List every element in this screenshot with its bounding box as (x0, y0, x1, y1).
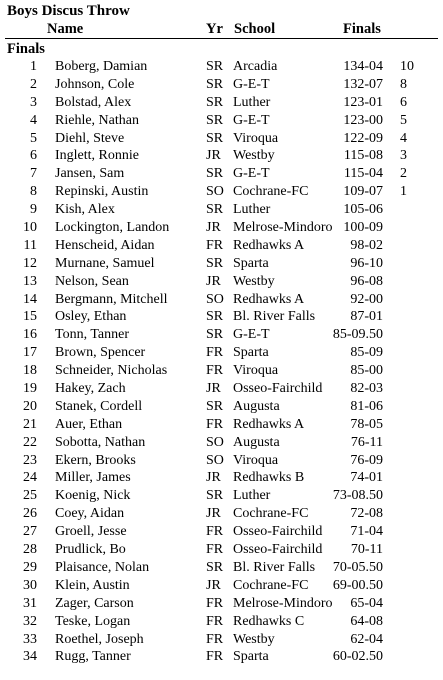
athlete-name: Stanek, Cordell (55, 398, 143, 414)
athlete-school: Westby (233, 631, 275, 647)
result-mark: 70-11 (350, 542, 383, 558)
result-row (0, 398, 443, 416)
athlete-name: Klein, Austin (55, 577, 130, 593)
result-place: 26 (23, 506, 37, 522)
athlete-school: Redhawks A (233, 237, 305, 253)
athlete-name: Johnson, Cole (55, 76, 135, 92)
result-row (0, 595, 443, 613)
athlete-year: JR (206, 577, 221, 593)
result-mark: 92-00 (350, 291, 383, 307)
result-place: 23 (23, 452, 37, 468)
result-place: 20 (23, 398, 37, 414)
result-mark: 109-07 (343, 184, 383, 200)
result-place: 17 (23, 345, 37, 361)
athlete-school: Luther (233, 94, 271, 110)
athlete-name: Zager, Carson (55, 595, 134, 611)
athlete-name: Schneider, Nicholas (55, 363, 168, 379)
athlete-school: Bl. River Falls (233, 309, 316, 325)
athlete-school: Redhawks C (233, 613, 305, 629)
result-points: 3 (400, 148, 407, 164)
result-mark: 96-10 (350, 255, 383, 271)
athlete-name: Brown, Spencer (55, 345, 146, 361)
athlete-year: FR (206, 595, 224, 611)
result-place: 15 (23, 309, 37, 325)
athlete-name: Rugg, Tanner (55, 649, 131, 665)
athlete-school: Augusta (233, 434, 280, 450)
result-mark: 81-06 (350, 398, 383, 414)
result-mark: 72-08 (350, 506, 383, 522)
result-row (0, 165, 443, 183)
result-row (0, 416, 443, 434)
result-row (0, 308, 443, 326)
athlete-school: G-E-T (233, 76, 270, 92)
athlete-school: Cochrane-FC (233, 184, 309, 200)
result-place: 5 (30, 130, 37, 146)
result-row (0, 380, 443, 398)
athlete-year: JR (206, 273, 221, 289)
column-header-school: School (234, 21, 276, 37)
result-mark: 132-07 (343, 76, 383, 92)
athlete-year: SR (206, 327, 224, 343)
result-mark: 64-08 (350, 613, 383, 629)
result-mark: 122-09 (343, 130, 383, 146)
athlete-school: Viroqua (233, 363, 279, 379)
athlete-school: Bl. River Falls (233, 559, 316, 575)
result-mark: 60-02.50 (332, 649, 383, 665)
result-mark: 76-11 (350, 434, 383, 450)
athlete-name: Hakey, Zach (55, 381, 126, 397)
result-place: 27 (23, 524, 37, 540)
result-mark: 62-04 (350, 631, 383, 647)
athlete-year: FR (206, 542, 224, 558)
result-mark: 96-08 (350, 273, 383, 289)
result-place: 11 (23, 237, 37, 253)
athlete-year: SO (206, 184, 224, 200)
result-row (0, 523, 443, 541)
athlete-year: SR (206, 76, 224, 92)
result-mark: 85-00 (350, 363, 383, 379)
athlete-school: Luther (233, 488, 271, 504)
result-mark: 78-05 (350, 416, 383, 432)
result-place: 2 (30, 76, 37, 92)
result-points: 10 (400, 59, 414, 74)
athlete-school: Melrose-Mindoro (233, 595, 333, 611)
result-row (0, 273, 443, 291)
result-row (0, 201, 443, 219)
result-mark: 105-06 (343, 202, 383, 218)
result-row (0, 469, 443, 487)
athlete-name: Bolstad, Alex (55, 94, 132, 110)
result-mark: 98-02 (350, 237, 383, 253)
result-row (0, 487, 443, 505)
athlete-name: Repinski, Austin (55, 184, 149, 200)
athlete-school: Sparta (233, 649, 269, 665)
athlete-year: JR (206, 506, 221, 522)
athlete-name: Tonn, Tanner (55, 327, 129, 343)
result-row (0, 58, 443, 76)
athlete-name: Ekern, Brooks (55, 452, 136, 468)
athlete-name: Sobotta, Nathan (55, 434, 146, 450)
result-row (0, 631, 443, 649)
athlete-school: Redhawks A (233, 291, 305, 307)
result-row (0, 434, 443, 452)
result-row (0, 505, 443, 523)
result-row (0, 559, 443, 577)
athlete-year: FR (206, 613, 224, 629)
result-points: 5 (400, 112, 407, 128)
athlete-year: SO (206, 434, 224, 450)
athlete-school: Arcadia (233, 59, 278, 74)
athlete-name: Teske, Logan (55, 613, 131, 629)
athlete-year: FR (206, 363, 224, 379)
athlete-year: FR (206, 631, 224, 647)
result-place: 33 (23, 631, 37, 647)
athlete-school: Cochrane-FC (233, 577, 309, 593)
section-label: Finals (7, 41, 45, 57)
athlete-school: Viroqua (233, 452, 279, 468)
result-place: 19 (23, 381, 37, 397)
result-mark: 123-01 (343, 94, 383, 110)
result-row (0, 94, 443, 112)
result-mark: 123-00 (343, 112, 383, 128)
result-mark: 74-01 (350, 470, 383, 486)
result-place: 12 (23, 255, 37, 271)
athlete-name: Prudlick, Bo (55, 542, 126, 558)
athlete-name: Coey, Aidan (55, 506, 125, 522)
result-row (0, 219, 443, 237)
athlete-year: SO (206, 291, 224, 307)
result-place: 13 (23, 273, 37, 289)
result-place: 9 (30, 202, 37, 218)
athlete-name: Kish, Alex (55, 202, 115, 218)
result-place: 32 (23, 613, 37, 629)
athlete-name: Roethel, Joseph (55, 631, 144, 647)
result-points: 1 (400, 184, 407, 200)
result-place: 24 (23, 470, 37, 486)
column-header-name: Name (47, 21, 84, 37)
athlete-name: Diehl, Steve (55, 130, 125, 146)
event-title: Boys Discus Throw (7, 3, 130, 19)
athlete-year: SR (206, 309, 224, 325)
result-row (0, 237, 443, 255)
athlete-year: FR (206, 416, 224, 432)
athlete-name: Henscheid, Aidan (55, 237, 155, 253)
athlete-school: Osseo-Fairchild (233, 542, 323, 558)
result-row (0, 291, 443, 309)
result-points: 2 (400, 166, 407, 182)
athlete-year: SR (206, 559, 224, 575)
athlete-school: Cochrane-FC (233, 506, 309, 522)
result-place: 29 (23, 559, 37, 575)
result-place: 25 (23, 488, 37, 504)
athlete-name: Plaisance, Nolan (55, 559, 150, 575)
result-row (0, 648, 443, 666)
result-row (0, 255, 443, 273)
result-place: 10 (23, 220, 37, 236)
athlete-school: Sparta (233, 345, 269, 361)
result-mark: 70-05.50 (332, 559, 383, 575)
result-row (0, 577, 443, 595)
result-place: 30 (23, 577, 37, 593)
result-mark: 85-09.50 (332, 327, 383, 343)
result-row (0, 147, 443, 165)
header-rule (5, 38, 438, 39)
result-place: 6 (30, 148, 37, 164)
athlete-name: Osley, Ethan (55, 309, 127, 325)
result-place: 14 (23, 291, 37, 307)
athlete-name: Lockington, Landon (55, 220, 170, 236)
athlete-name: Boberg, Damian (55, 59, 148, 74)
result-row (0, 112, 443, 130)
results-list (0, 58, 443, 666)
result-mark: 85-09 (350, 345, 383, 361)
athlete-school: Osseo-Fairchild (233, 524, 323, 540)
athlete-school: Redhawks B (233, 470, 305, 486)
athlete-year: SR (206, 166, 224, 182)
athlete-year: SR (206, 112, 224, 128)
athlete-year: SR (206, 488, 224, 504)
athlete-name: Jansen, Sam (55, 166, 125, 182)
result-mark: 100-09 (343, 220, 383, 236)
result-row (0, 326, 443, 344)
result-points: 6 (400, 94, 407, 110)
athlete-year: SO (206, 452, 224, 468)
athlete-name: Groell, Jesse (55, 524, 127, 540)
result-row (0, 344, 443, 362)
athlete-name: Inglett, Ronnie (55, 148, 139, 164)
result-points: 4 (400, 130, 407, 146)
result-row (0, 76, 443, 94)
result-mark: 115-08 (343, 148, 383, 164)
athlete-year: FR (206, 524, 224, 540)
result-place: 34 (23, 649, 37, 665)
athlete-year: SR (206, 398, 224, 414)
athlete-year: SR (206, 94, 224, 110)
athlete-name: Miller, James (55, 470, 131, 486)
athlete-year: FR (206, 649, 224, 665)
result-row (0, 541, 443, 559)
column-header-yr: Yr (206, 21, 223, 37)
athlete-year: SR (206, 255, 224, 271)
result-place: 8 (30, 184, 37, 200)
athlete-year: SR (206, 130, 224, 146)
result-row (0, 130, 443, 148)
result-row (0, 613, 443, 631)
result-place: 1 (30, 59, 37, 74)
result-row (0, 183, 443, 201)
result-mark: 134-04 (343, 59, 383, 74)
result-place: 22 (23, 434, 37, 450)
athlete-school: Melrose-Mindoro (233, 220, 333, 236)
athlete-year: FR (206, 237, 224, 253)
column-header-finals: Finals (343, 21, 381, 37)
athlete-name: Koenig, Nick (55, 488, 131, 504)
athlete-school: Osseo-Fairchild (233, 381, 323, 397)
result-row (0, 362, 443, 380)
athlete-name: Murnane, Samuel (55, 255, 155, 271)
result-mark: 82-03 (350, 381, 383, 397)
result-place: 18 (23, 363, 37, 379)
athlete-year: JR (206, 381, 221, 397)
athlete-school: Westby (233, 148, 275, 164)
athlete-year: JR (206, 220, 221, 236)
result-points: 8 (400, 76, 407, 92)
athlete-name: Auer, Ethan (55, 416, 123, 432)
athlete-year: SR (206, 59, 224, 74)
athlete-year: JR (206, 470, 221, 486)
athlete-school: G-E-T (233, 327, 270, 343)
athlete-school: Augusta (233, 398, 280, 414)
athlete-year: SR (206, 202, 224, 218)
result-mark: 71-04 (350, 524, 383, 540)
athlete-school: G-E-T (233, 112, 270, 128)
athlete-school: Westby (233, 273, 275, 289)
result-place: 21 (23, 416, 37, 432)
result-mark: 87-01 (350, 309, 383, 325)
result-place: 31 (23, 595, 37, 611)
athlete-school: Viroqua (233, 130, 279, 146)
result-row (0, 452, 443, 470)
result-place: 3 (30, 94, 37, 110)
athlete-school: Sparta (233, 255, 269, 271)
result-mark: 76-09 (350, 452, 383, 468)
athlete-year: JR (206, 148, 221, 164)
result-mark: 115-04 (343, 166, 383, 182)
result-mark: 65-04 (350, 595, 383, 611)
result-place: 4 (30, 112, 37, 128)
result-mark: 73-08.50 (332, 488, 383, 504)
result-mark: 69-00.50 (332, 577, 383, 593)
athlete-school: Luther (233, 202, 271, 218)
athlete-name: Bergmann, Mitchell (55, 291, 168, 307)
athlete-name: Riehle, Nathan (55, 112, 139, 128)
result-place: 7 (30, 166, 37, 182)
athlete-year: FR (206, 345, 224, 361)
result-place: 28 (23, 542, 37, 558)
athlete-school: G-E-T (233, 166, 270, 182)
result-place: 16 (23, 327, 37, 343)
athlete-name: Nelson, Sean (55, 273, 129, 289)
athlete-school: Redhawks A (233, 416, 305, 432)
